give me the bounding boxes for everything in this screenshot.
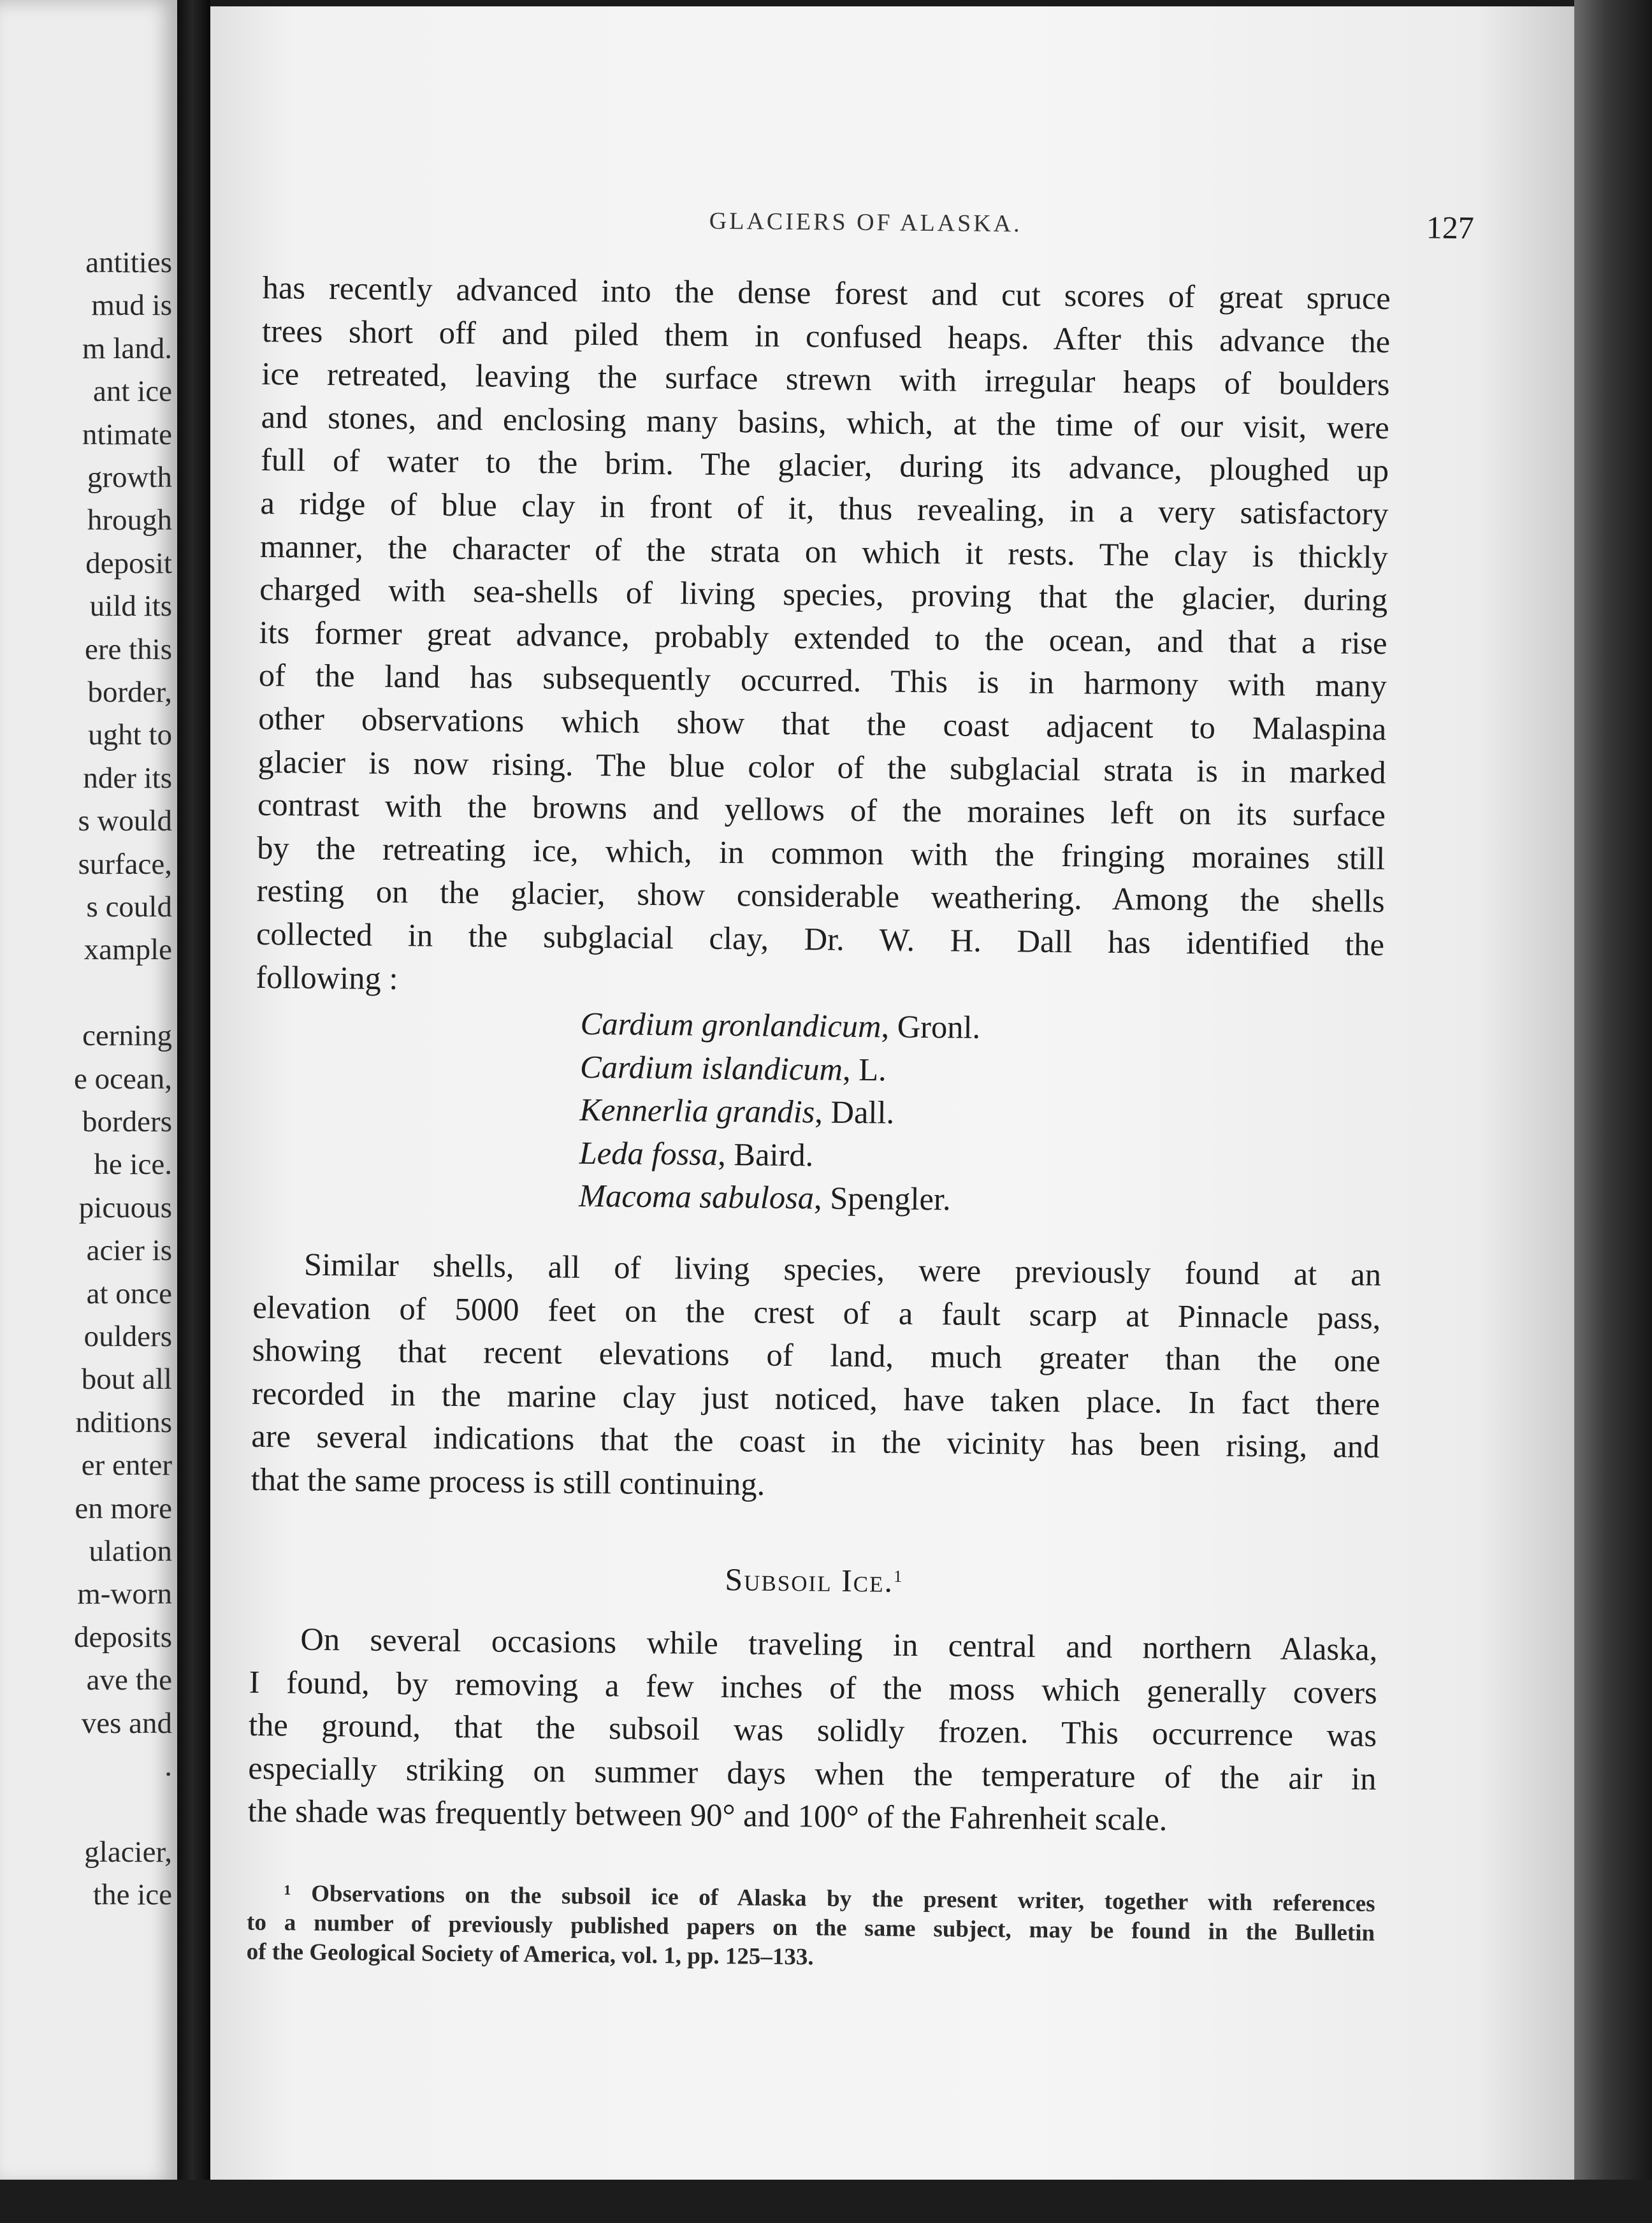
text-line: by the retreating ice, which, in common with the fringing moraines still (257, 829, 1386, 876)
text-line: a ridge of blue clay in front of it, thus revealing, in a very satisfactory (260, 484, 1389, 532)
text-line: manner, the character of the strata on which it rests. The clay is thickly (259, 528, 1389, 575)
book-gutter (177, 0, 210, 2223)
text-line: I found, by removing a few inches of the moss which generally covers (249, 1663, 1377, 1711)
text-line: of the Geological Society of America, vol. 1, pp. 125–133. (246, 1938, 814, 1971)
book-page (210, 6, 1587, 2180)
text-line: to a number of previously published papers on the same subject, may be found in the Bulletin (246, 1909, 1375, 1946)
species-authority: , Gronl. (881, 1008, 981, 1045)
facing-page-line: acier is (86, 1234, 172, 1268)
section-heading (250, 1556, 1378, 1604)
text-line: contrast with the browns and yellows of the moraines left on its surface (257, 786, 1386, 834)
facing-page-line: bout all (81, 1363, 172, 1396)
facing-page-line: nder its (83, 761, 172, 795)
species-authority: , Dall. (815, 1094, 895, 1131)
facing-page-line: ntimate (82, 417, 172, 451)
facing-page-line: en more (75, 1491, 172, 1525)
facing-page-line: uild its (89, 590, 172, 623)
facing-page-line: cerning (82, 1019, 172, 1053)
species-name: Kennerlia grandis (579, 1092, 815, 1130)
paragraph-1 (256, 266, 1391, 1010)
text-line: that the same process is still continuing. (250, 1461, 765, 1502)
text-line: Similar shells, all of living species, were previously found at an (303, 1246, 1382, 1293)
facing-page-line: surface, (78, 847, 172, 881)
facing-page-line: borders (82, 1105, 172, 1138)
text-line: its former great advance, probably extended to the ocean, and that a rise (259, 614, 1388, 661)
species-item (580, 1003, 980, 1050)
facing-page-line: ave the (86, 1663, 172, 1697)
text-line: recorded in the marine clay just noticed, have taken place. In fact there (251, 1375, 1380, 1422)
text-line: the ground, that the subsoil was solidly frozen. This occurrence was (248, 1707, 1377, 1754)
species-authority: , L. (842, 1051, 887, 1088)
facing-page-line: hrough (87, 503, 172, 537)
text-line: full of water to the brim. The glacier, during its advance, ploughed up (260, 442, 1389, 489)
text-line: especially striking on summer days when the temperature of the air in (248, 1749, 1377, 1797)
text-line: showing that recent elevations of land, much greater than the one (252, 1332, 1380, 1379)
text-line: resting on the glacier, show considerable weathering. Among the shells (256, 873, 1385, 920)
facing-page-line: deposit (85, 546, 172, 580)
facing-page-line: deposits (73, 1620, 172, 1654)
page-number: 127 (1426, 209, 1475, 246)
facing-page-line: er enter (81, 1449, 172, 1482)
facing-page-line: e ocean, (74, 1062, 172, 1096)
species-name: Cardium islandicum (579, 1048, 843, 1087)
species-authority: , Baird. (717, 1136, 814, 1173)
facing-page-line: s could (86, 890, 172, 923)
page-header (263, 198, 1474, 254)
facing-page (0, 0, 177, 2186)
species-name: Macoma sabulosa (578, 1178, 815, 1216)
facing-page-line: ves and (81, 1706, 172, 1740)
footnote (246, 1879, 1375, 1978)
facing-page-line: nditions (75, 1405, 172, 1439)
running-head: GLACIERS OF ALASKA. (709, 207, 1022, 238)
text-line: are several indications that the coast in the vicinity has been rising, and (251, 1418, 1380, 1465)
facing-page-line: xample (83, 933, 172, 967)
text-line: trees short off and piled them in confused heaps. After this advance the (261, 312, 1391, 359)
text-line: On several occasions while traveling in central and northern Alaska, (300, 1621, 1378, 1667)
section-heading-text: Subsoil Ice. (725, 1561, 894, 1599)
facing-page-line: border, (87, 676, 172, 709)
species-list (579, 1003, 981, 1222)
facing-page-line: m-worn (77, 1577, 172, 1611)
text-line: glacier is now rising. The blue color of the subglacial strata is in marked (257, 743, 1386, 790)
text-line: and stones, and enclosing many basins, which, at the time of our visit, were (261, 398, 1390, 445)
text-line: other observations which show that the coast adjacent to Malaspina (258, 700, 1387, 747)
facing-page-line: . (164, 1749, 172, 1783)
page-content (246, 6, 1476, 1971)
page-edge-right (1574, 0, 1652, 2223)
facing-page-line: ught to (88, 718, 172, 752)
facing-page-line: antities (85, 246, 172, 279)
species-name: Leda fossa (579, 1134, 718, 1172)
species-item (579, 1132, 979, 1179)
facing-page-line: oulders (83, 1320, 172, 1353)
facing-page-line: mud is (91, 289, 172, 322)
facing-page-line: he ice. (94, 1148, 172, 1182)
text-line: elevation of 5000 feet on the crest of a fault scarp at Pinnacle pass, (252, 1289, 1381, 1336)
facing-page-line: at once (86, 1277, 172, 1310)
species-name: Cardium gronlandicum (580, 1005, 881, 1045)
facing-page-line: s would (78, 804, 172, 838)
facing-page-line: ere this (84, 632, 172, 666)
text-line: of the land has subsequently occurred. This is in harmony with many (258, 657, 1388, 704)
paragraph-3 (247, 1618, 1377, 1844)
text-line: charged with sea-shells of living species, proving that the glacier, during (259, 571, 1388, 618)
species-item (580, 1045, 980, 1092)
facing-page-line: growth (87, 461, 172, 494)
facing-page-line: picuous (78, 1191, 172, 1224)
text-line: ¹ Observations on the subsoil ice of Alaska by the present writer, together with references (284, 1880, 1375, 1917)
text-line: the shade was frequently between 90° and 100° of the Fahrenheit scale. (247, 1793, 1168, 1838)
page-edge-bottom (0, 2180, 1652, 2223)
species-item (579, 1175, 979, 1222)
facing-page-line: glacier, (84, 1835, 172, 1869)
footnote-marker: 1 (893, 1566, 904, 1586)
facing-page-line: m land. (82, 331, 172, 365)
species-authority: , Spengler. (813, 1180, 951, 1217)
facing-page-line: ulation (89, 1535, 172, 1568)
facing-page-line: the ice (93, 1878, 172, 1912)
text-line: collected in the subglacial clay, Dr. W. H. Dall has identified the (256, 915, 1385, 962)
species-item (579, 1089, 980, 1136)
text-line: ice retreated, leaving the surface strewn with irregular heaps of boulders (261, 356, 1390, 403)
facing-page-line: ant ice (93, 375, 172, 409)
paragraph-2 (250, 1243, 1381, 1512)
text-line: has recently advanced into the dense forest and cut scores of great spruce (262, 269, 1391, 316)
text-line: following : (256, 959, 398, 996)
